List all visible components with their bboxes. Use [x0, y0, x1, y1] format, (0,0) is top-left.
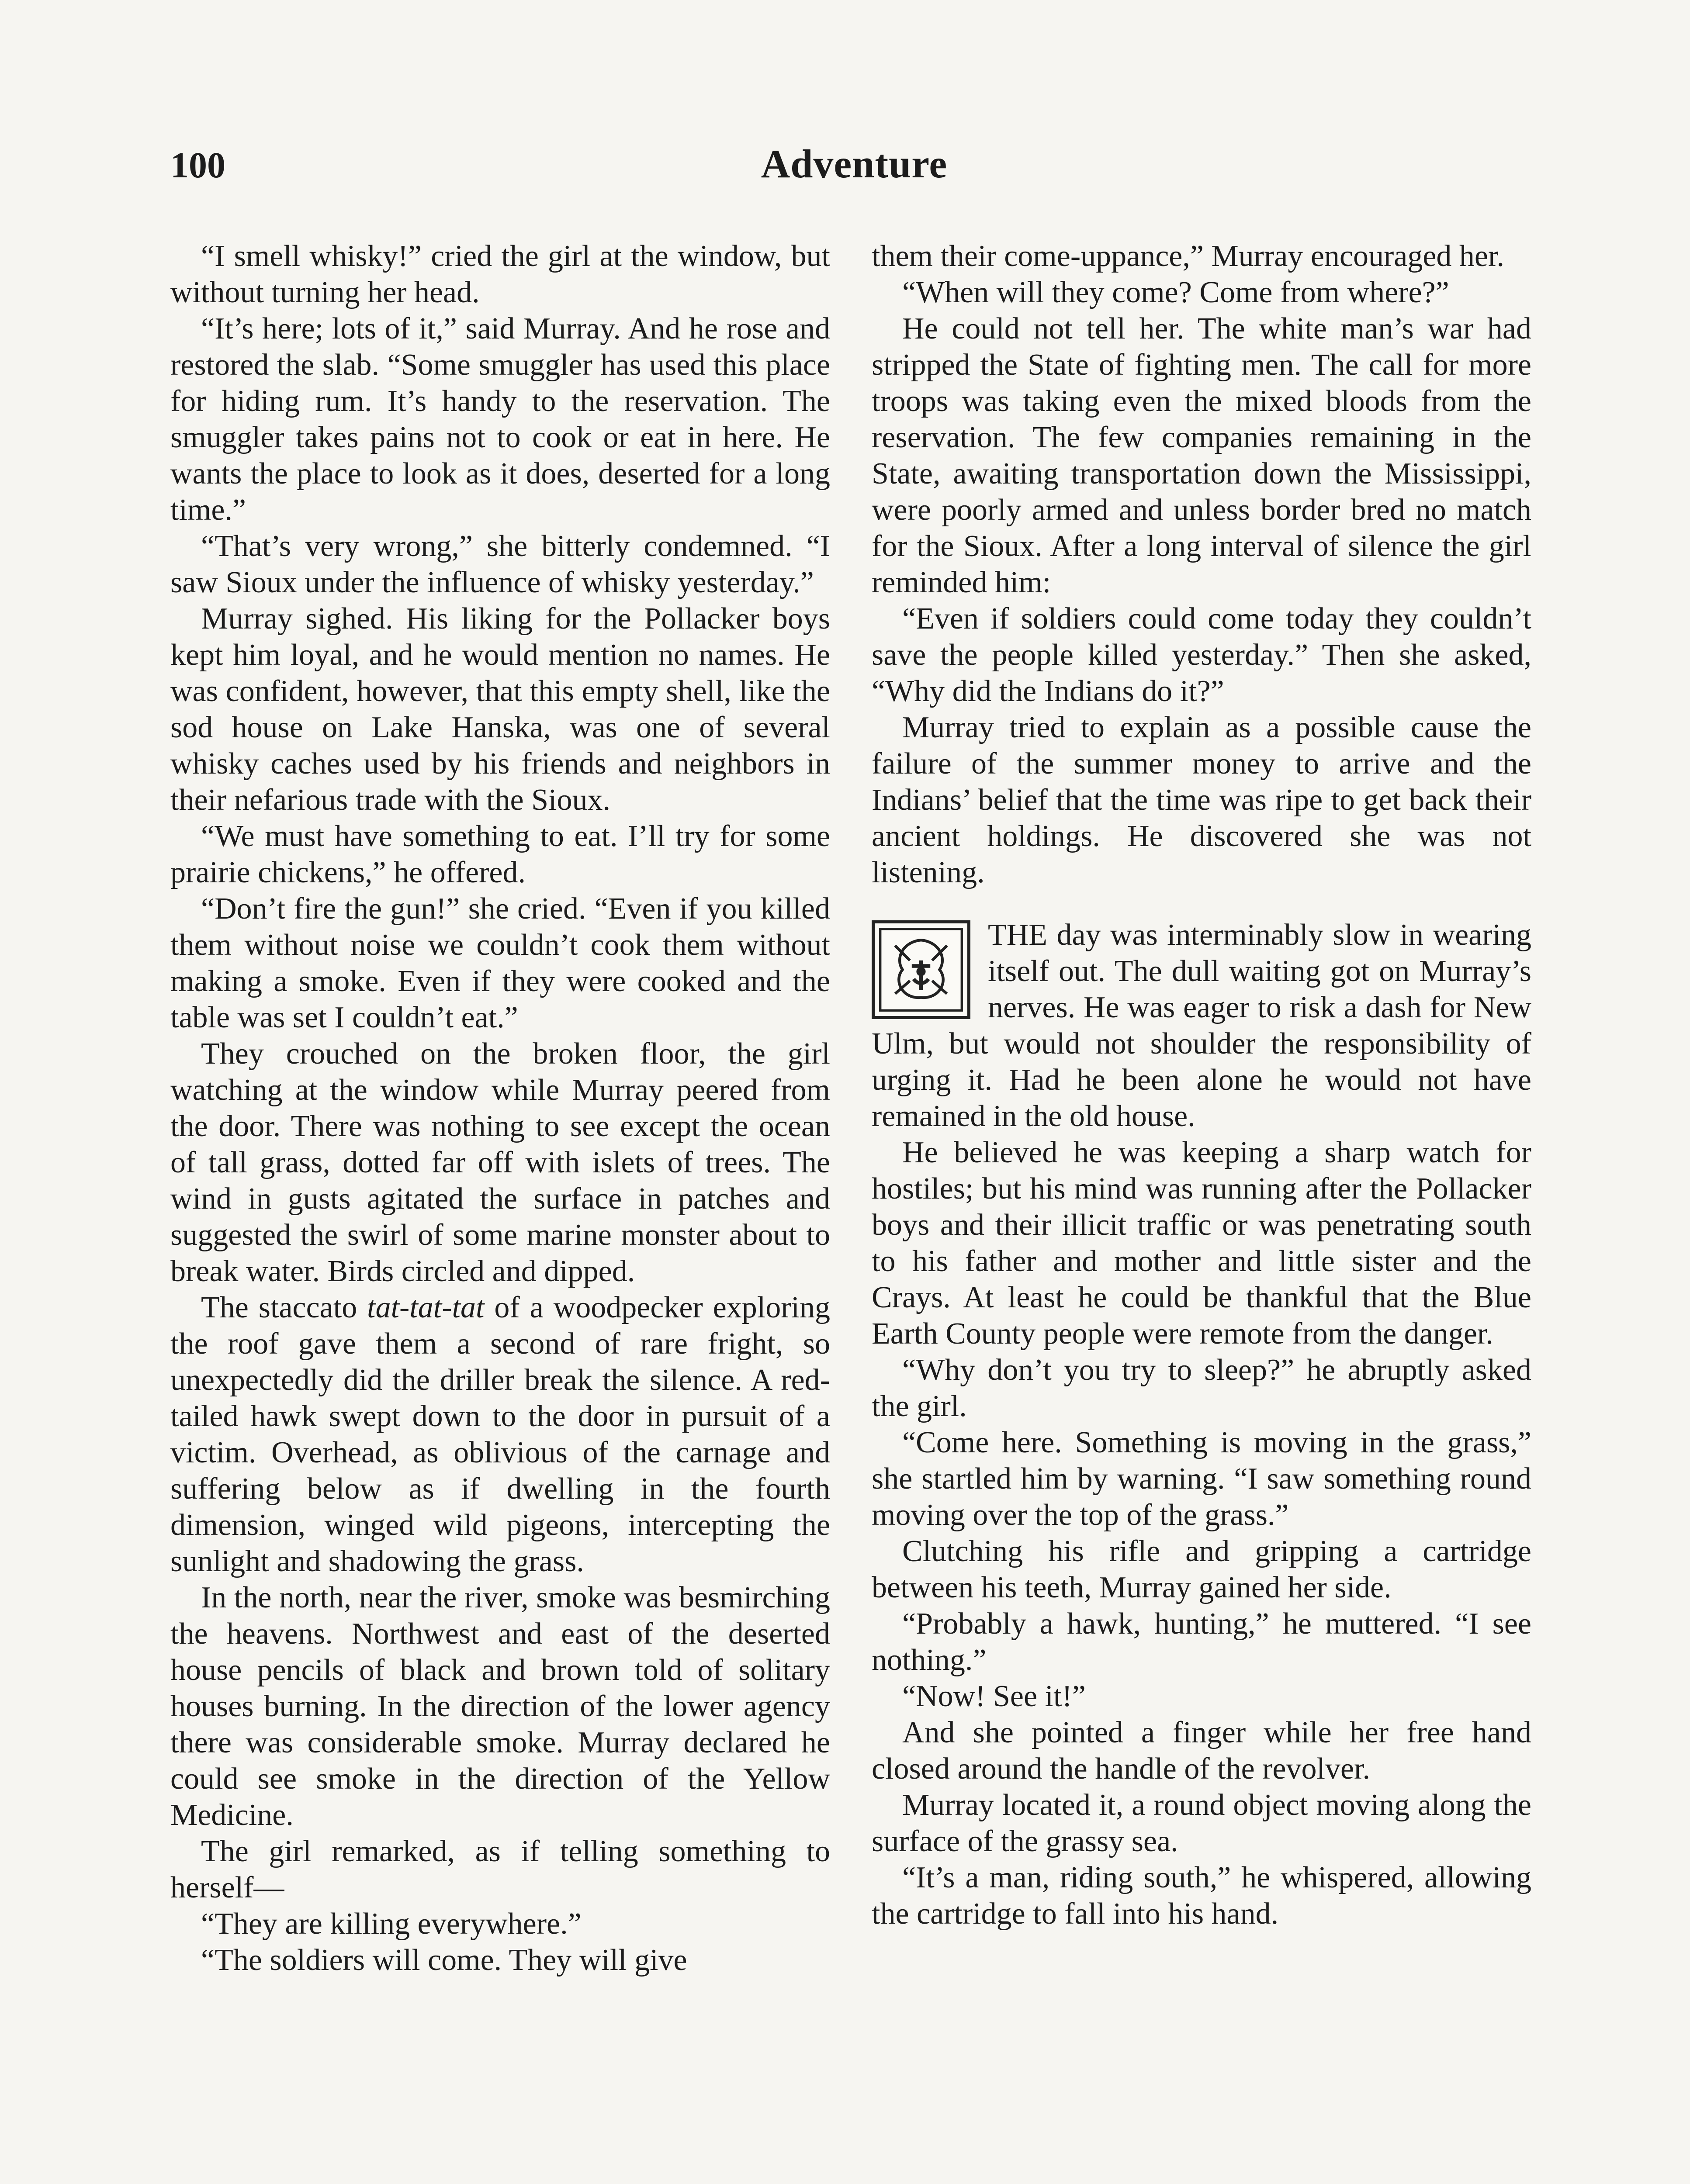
- first-word: THE: [988, 918, 1048, 952]
- right-column: [872, 238, 1531, 1932]
- running-title: Adventure: [761, 142, 948, 186]
- paragraph: “Come here. Something is moving in the grass,” she startled him by warning. “I saw something round moving over the top of the grass.”: [872, 1426, 1531, 1532]
- section-opening-paragraph: [872, 917, 1531, 1134]
- paragraph: The girl remarked, as if telling something to herself—: [170, 1835, 830, 1904]
- paragraph: Murray located it, a round object moving along the surface of the grassy sea.: [872, 1788, 1531, 1858]
- paragraph: Murray tried to explain as a possible cause the failure of the summer money to arrive and the Indians’ belief that the time was ripe to get back their ancient holdings. He discovered she was not listening.: [872, 711, 1531, 889]
- paragraph: “Don’t fire the gun!” she cried. “Even if you killed them without noise we couldn’t cook them without making a smoke. Even if they were cooked and the table was set I couldn’t eat.”: [170, 892, 830, 1034]
- paragraph: Clutching his rifle and gripping a cartridge between his teeth, Murray gained her side.: [872, 1534, 1531, 1604]
- paragraph: “It’s a man, riding south,” he whispered, allowing the cartridge to fall into his hand.: [872, 1861, 1531, 1931]
- paragraph: “Probably a hawk, hunting,” he muttered. “I see nothing.”: [872, 1607, 1531, 1677]
- paragraph: The staccato tat-tat-tat of a woodpecker exploring the roof gave them a second of rare fright, so unexpectedly did the driller break the silence. A red-tailed hawk swept down to the door in pursuit of a victim. Overhead, as oblivious of the carnage and suffering below as if dwelling in the fourth dimension, winged wild pigeons, intercepting the sunlight and shadowing the grass.: [170, 1291, 830, 1578]
- section-opening: [872, 917, 1531, 1134]
- paragraph: “I smell whisky!” cried the girl at the window, but without turning her head.: [170, 239, 830, 309]
- section-break: [872, 891, 1531, 917]
- left-column: [170, 238, 830, 1978]
- drop-cap-ornament-icon: [872, 920, 970, 1019]
- paragraph: “When will they come? Come from where?”: [902, 276, 1449, 309]
- paragraph: “That’s very wrong,” she bitterly condemned. “I saw Sioux under the influence of whisky yesterday.”: [170, 529, 830, 599]
- right-column-top: [872, 238, 1531, 891]
- paragraph-text: day was interminably slow in wearing itself out. The dull waiting got on Murray’s nerves. He was eager to risk a dash for New Ulm, but would not shoulder the responsibility of urging it. Had he been alone he would not have remained in the old house.: [872, 918, 1531, 1133]
- paragraph: He believed he was keeping a sharp watch for hostiles; but his mind was running after the Pollacker boys and their illicit traffic or was penetrating south to his father and mother and little sister and the Crays. At least he could be thankful that the Blue Earth County people were remote from the danger.: [872, 1136, 1531, 1351]
- paragraph: “We must have something to eat. I’ll try for some prairie chickens,” he offered.: [170, 819, 830, 889]
- paragraph: He could not tell her. The white man’s war had stripped the State of fighting men. The call for more troops was taking even the mixed bloods from the reservation. The few companies remaining in the State, awaiting transportation down the Mississippi, were poorly armed and unless border bred no match for the Sioux. After a long interval of silence the girl reminded him:: [872, 312, 1531, 599]
- paragraph: In the north, near the river, smoke was besmirching the heavens. Northwest and east of the deserted house pencils of black and brown told of solitary houses burning. In the direction of the lower agency there was considerable smoke. Murray declared he could see smoke in the direction of the Yellow Medicine.: [170, 1581, 830, 1832]
- paragraph: “Now! See it!”: [902, 1679, 1086, 1713]
- paragraph: “It’s here; lots of it,” said Murray. And he rose and restored the slab. “Some smuggler has used this place for hiding rum. It’s handy to the reservation. The smuggler takes pains not to cook or eat in here. He wants the place to look as it does, deserted for a long time.”: [170, 312, 830, 527]
- right-column-bottom: [872, 1134, 1531, 1932]
- paragraph: They crouched on the broken floor, the girl watching at the window while Murray peered from the door. There was nothing to see except the ocean of tall grass, dotted far off with islets of trees. The wind in gusts agitated the surface in patches and suggested the swirl of some marine monster about to break water. Birds circled and dipped.: [170, 1037, 830, 1288]
- paragraph: “Even if soldiers could come today they couldn’t save the people killed yesterday.” Then she asked, “Why did the Indians do it?”: [872, 602, 1531, 708]
- paragraph: “Why don’t you try to sleep?” he abruptly asked the girl.: [872, 1353, 1531, 1423]
- paragraph: And she pointed a finger while her free hand closed around the handle of the revolver.: [872, 1716, 1531, 1786]
- page-header: [170, 144, 1538, 197]
- paragraph: them their come-uppance,” Murray encouraged her.: [872, 239, 1504, 273]
- page-number: 100: [170, 145, 225, 186]
- paragraph: Murray sighed. His liking for the Pollacker boys kept him loyal, and he would mention no names. He was confident, however, that this empty shell, like the sod house on Lake Hanska, was one of several whisky caches used by his friends and neighbors in their nefarious trade with the Sioux.: [170, 602, 830, 817]
- paragraph: “The soldiers will come. They will give: [201, 1943, 687, 1977]
- emphasis: tat-tat-tat: [367, 1291, 485, 1324]
- paragraph: “They are killing everywhere.”: [201, 1907, 582, 1941]
